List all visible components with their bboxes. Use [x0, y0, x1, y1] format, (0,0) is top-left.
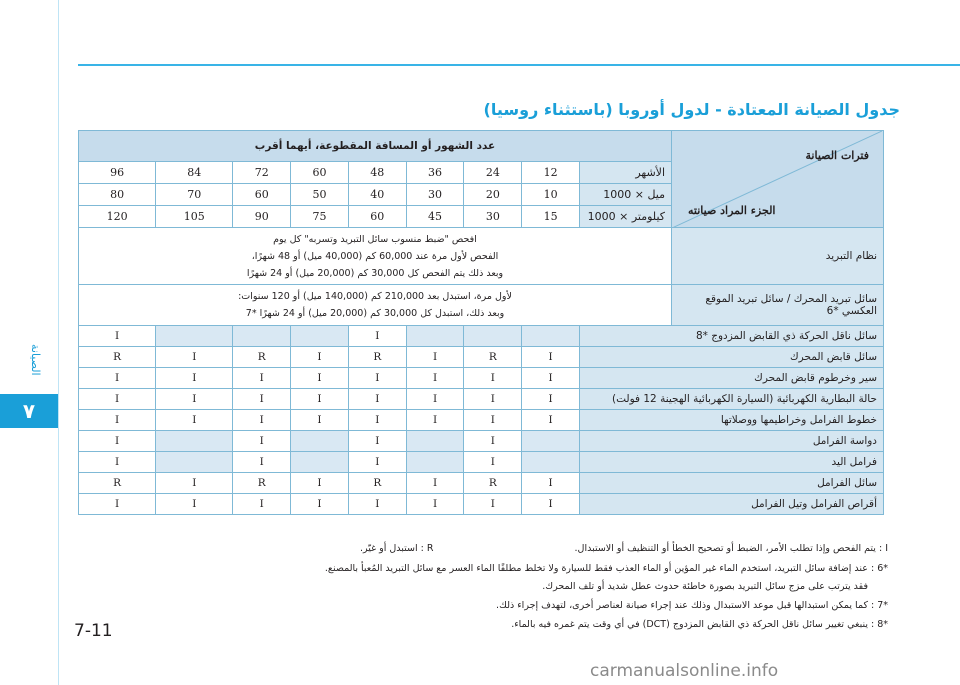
- cell: 30: [406, 183, 464, 205]
- cell: 20: [464, 183, 522, 205]
- row-label: أقراص الفرامل وتيل الفرامل: [580, 494, 884, 515]
- table-row: [79, 389, 884, 410]
- cell: R: [79, 473, 156, 494]
- cell: 105: [156, 205, 233, 227]
- cell: [406, 326, 464, 347]
- cell: 60: [233, 183, 291, 205]
- cell: I: [291, 389, 349, 410]
- page-title: جدول الصيانة المعتادة - لدول أوروبا (باستثناء روسيا): [483, 100, 900, 119]
- top-rule: [78, 64, 960, 66]
- cell: 60: [291, 161, 349, 183]
- cell: I: [406, 368, 464, 389]
- table-header: عدد الشهور أو المسافة المقطوعة، أيهما أقرب: [79, 131, 672, 162]
- row-label: سائل تبريد المحرك / سائل تبريد الموقع العكسي *6: [672, 285, 884, 326]
- cell: I: [522, 494, 580, 515]
- cell: I: [464, 368, 522, 389]
- cell: [522, 452, 580, 473]
- cell: [156, 452, 233, 473]
- cell: [522, 326, 580, 347]
- cell: I: [79, 368, 156, 389]
- cell: [522, 431, 580, 452]
- cell: I: [522, 473, 580, 494]
- cell: I: [464, 431, 522, 452]
- cell: I: [291, 410, 349, 431]
- row-label: كيلومتر × 1000: [580, 205, 672, 227]
- cell: I: [348, 410, 406, 431]
- note-line: وبعد ذلك يتم الفحص كل 30,000 كم (20,000 ميل) أو 24 شهرًا: [246, 267, 504, 279]
- cell: I: [233, 368, 291, 389]
- cell: I: [406, 410, 464, 431]
- cell: 72: [233, 161, 291, 183]
- row-label: حالة البطارية الكهربائية (السيارة الكهربائية الهجينة 12 فولت): [580, 389, 884, 410]
- cell: I: [79, 431, 156, 452]
- footnote-8: *8 : ينبغي تغيير سائل ناقل الحركة ذي القابض المزدوج (DCT) في أي وقت يتم غمره فيه بالماء.: [511, 619, 888, 630]
- cell: 120: [79, 205, 156, 227]
- cell: I: [464, 452, 522, 473]
- footnote-legend-I: I : يتم الفحص وإذا تطلب الأمر، الضبط أو تصحيح الخطأ أو التنظيف أو الاستبدال.: [574, 543, 888, 554]
- cell: 40: [348, 183, 406, 205]
- cell: I: [156, 494, 233, 515]
- side-chapter-label: الصيانة: [29, 344, 42, 376]
- row-label: فرامل اليد: [580, 452, 884, 473]
- cell: 10: [522, 183, 580, 205]
- cell: 45: [406, 205, 464, 227]
- row-label: خطوط الفرامل وخراطيمها ووصلاتها: [580, 410, 884, 431]
- cell: I: [79, 452, 156, 473]
- maintenance-table: [78, 130, 884, 515]
- cell: [291, 431, 349, 452]
- cell: [233, 326, 291, 347]
- cell: I: [156, 473, 233, 494]
- table-row: [79, 452, 884, 473]
- cell: R: [348, 473, 406, 494]
- cell: [291, 452, 349, 473]
- cell: I: [348, 389, 406, 410]
- row-label: سير وخرطوم قابض المحرك: [580, 368, 884, 389]
- cell: I: [522, 347, 580, 368]
- cell: 50: [291, 183, 349, 205]
- cell: I: [233, 452, 291, 473]
- cell: 70: [156, 183, 233, 205]
- cell: [406, 431, 464, 452]
- table-row: [79, 431, 884, 452]
- table-row: [79, 494, 884, 515]
- cell: I: [291, 494, 349, 515]
- table-row: [79, 473, 884, 494]
- cell: R: [464, 473, 522, 494]
- corner-top-label: فترات الصيانة: [805, 149, 869, 162]
- cell: I: [406, 473, 464, 494]
- footnote-7: *7 : كما يمكن استبدالها قبل موعد الاستبدال وذلك عند إجراء صيانة لعناصر أخرى، لتهدف إجراء ذلك.: [496, 600, 888, 611]
- footnote-legend-R: R : استبدل أو غيّر.: [360, 543, 434, 554]
- row-label: سائل ناقل الحركة ذي القابض المزدوج *8: [580, 326, 884, 347]
- cell: I: [156, 368, 233, 389]
- watermark: carmanualsonline.info: [590, 661, 779, 681]
- cell: R: [233, 347, 291, 368]
- row-label: سائل قابض المحرك: [580, 347, 884, 368]
- cell: [156, 431, 233, 452]
- cell: I: [522, 368, 580, 389]
- cell: I: [464, 494, 522, 515]
- cell: 84: [156, 161, 233, 183]
- cell: I: [348, 431, 406, 452]
- cell: [156, 326, 233, 347]
- cell: I: [233, 389, 291, 410]
- cell: I: [156, 347, 233, 368]
- note-line: الفحص لأول مرة عند 60,000 كم (40,000 ميل) أو 48 شهرًا،: [251, 250, 499, 262]
- side-rule: [58, 0, 59, 685]
- coolant-note: [79, 285, 672, 326]
- cell: I: [291, 368, 349, 389]
- cell: I: [406, 389, 464, 410]
- cell: I: [348, 452, 406, 473]
- row-label: الأشهر: [580, 161, 672, 183]
- cell: I: [406, 347, 464, 368]
- cell: R: [79, 347, 156, 368]
- cell: I: [522, 389, 580, 410]
- item-rows: [79, 326, 884, 515]
- cooling-system-note: [79, 228, 672, 285]
- row-label: سائل الفرامل: [580, 473, 884, 494]
- table-row: [79, 368, 884, 389]
- row-label: ميل × 1000: [580, 183, 672, 205]
- corner-bottom-label: الجزء المراد صيانته: [688, 204, 776, 217]
- cell: [291, 326, 349, 347]
- note-line: وبعد ذلك، استبدل كل 30,000 كم (20,000 ميل) أو 24 شهرًا *7: [245, 308, 505, 319]
- cell: I: [233, 410, 291, 431]
- cell: R: [464, 347, 522, 368]
- table-row: [79, 347, 884, 368]
- coolant-row: [79, 285, 884, 326]
- cell: 12: [522, 161, 580, 183]
- footnote-6: *6 : عند إضافة سائل التبريد، استخدم الماء غير المؤين أو الماء العذب فقط للسيارة ولا تخلط مطلقًا الماء العسر مع سائل التبريد المُعبأ بالمصنع.: [324, 563, 888, 574]
- cell: 24: [464, 161, 522, 183]
- cell: I: [79, 389, 156, 410]
- row-label: دواسة الفرامل: [580, 431, 884, 452]
- cell: I: [156, 389, 233, 410]
- cell: 48: [348, 161, 406, 183]
- cell: 96: [79, 161, 156, 183]
- cell: I: [156, 410, 233, 431]
- note-line: افحص "ضبط منسوب سائل التبريد وتسربه" كل يوم: [273, 233, 477, 245]
- cell: I: [79, 494, 156, 515]
- cell: [406, 452, 464, 473]
- cell: 30: [464, 205, 522, 227]
- cell: 75: [291, 205, 349, 227]
- footnote-6b: فقد يترتب على مزج سائل التبريد بصورة خاطئة حدوث عطل شديد أو تلف المحرك.: [542, 581, 868, 592]
- cell: 60: [348, 205, 406, 227]
- cell: I: [79, 326, 156, 347]
- cell: I: [291, 347, 349, 368]
- cell: I: [348, 494, 406, 515]
- cell: I: [291, 473, 349, 494]
- table-corner: [672, 131, 884, 228]
- chapter-tab: ٧: [0, 394, 58, 428]
- cell: 80: [79, 183, 156, 205]
- cell: I: [464, 410, 522, 431]
- page-number: 7-11: [74, 621, 113, 641]
- cell: 36: [406, 161, 464, 183]
- cell: I: [464, 389, 522, 410]
- cell: I: [406, 494, 464, 515]
- note-line: لأول مرة، استبدل بعد 210,000 كم (140,000 ميل) أو 120 سنوات:: [238, 291, 512, 302]
- cell: I: [233, 431, 291, 452]
- table-row: [79, 410, 884, 431]
- cell: I: [522, 410, 580, 431]
- cell: I: [348, 368, 406, 389]
- cell: 15: [522, 205, 580, 227]
- cell: I: [348, 326, 406, 347]
- cell: 90: [233, 205, 291, 227]
- cell: R: [233, 473, 291, 494]
- row-label: نظام التبريد: [672, 228, 884, 285]
- cell: R: [348, 347, 406, 368]
- cell: I: [79, 410, 156, 431]
- table-row: [79, 326, 884, 347]
- cell: [464, 326, 522, 347]
- cooling-system-row: [79, 228, 884, 285]
- cell: I: [233, 494, 291, 515]
